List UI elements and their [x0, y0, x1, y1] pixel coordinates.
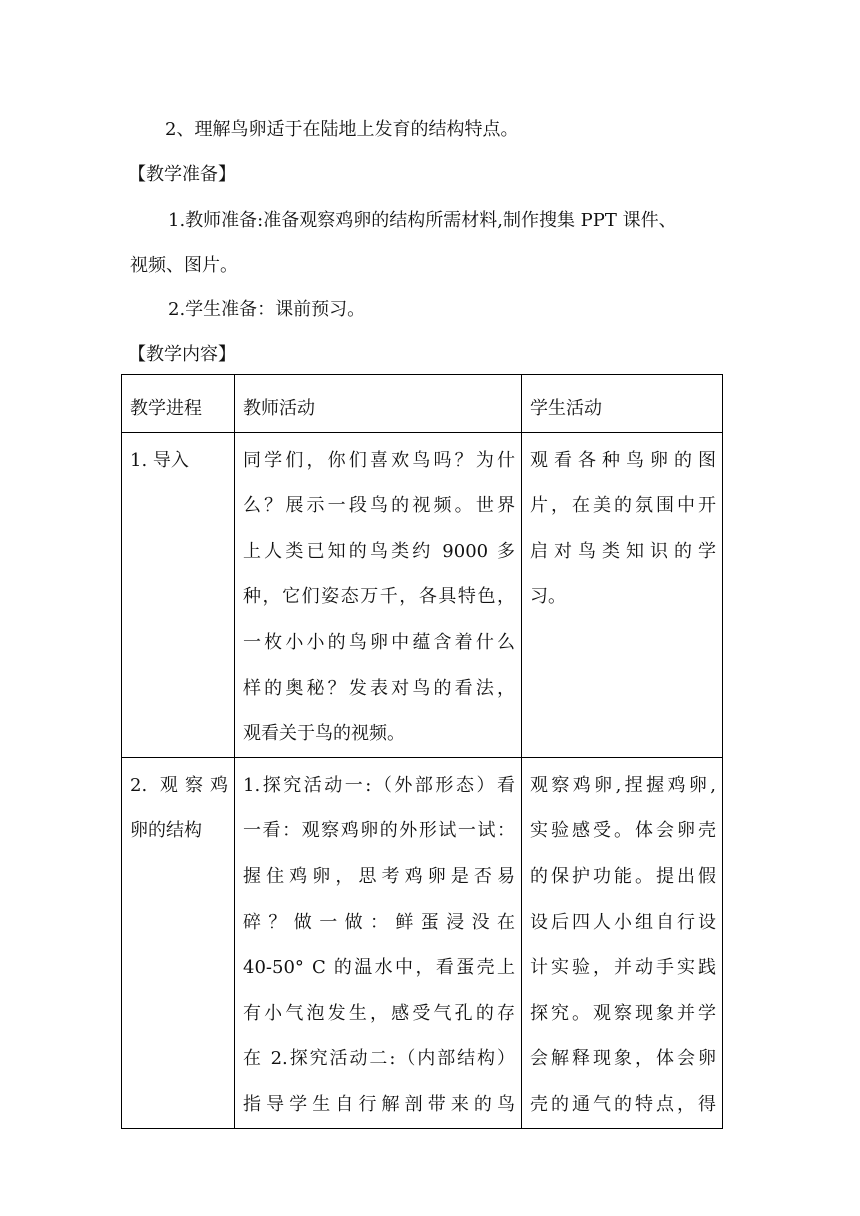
student-activity-line: 启对鸟类知识的学 — [530, 540, 716, 562]
lesson-table — [121, 374, 723, 1129]
student-activity-line: 实验感受。体会卵壳 — [530, 820, 716, 842]
student-activity-line: 探究。观察现象并学 — [530, 1002, 716, 1024]
stage-line: 2. 观察鸡 — [130, 774, 228, 796]
teacher-activity-line: 在 2.探究活动二:（内部结构） — [243, 1048, 515, 1070]
teacher-activity-line: 40-50° C 的温水中，看蛋壳上 — [243, 957, 515, 979]
header-stage: 教学进程 — [122, 375, 235, 433]
table-header-row — [122, 375, 723, 433]
stage-cell — [122, 432, 235, 757]
header-student-activity: 学生活动 — [522, 375, 723, 433]
teacher-activity-line: 1.探究活动一:（外部形态）看 — [243, 774, 515, 796]
student-activity-line: 会解释现象，体会卵 — [530, 1048, 716, 1070]
table-row — [122, 432, 723, 757]
student-preparation: 2.学生准备：课前预习。 — [168, 299, 366, 320]
teacher-activity-line: 同学们，你们喜欢鸟吗？为什 — [243, 449, 515, 471]
header-teacher-activity: 教师活动 — [235, 375, 522, 433]
teacher-activity-line: 一枚小小的鸟卵中蕴含着什么 — [243, 631, 515, 653]
teacher-preparation-line-1: 1.教师准备:准备观察鸡卵的结构所需材料,制作搜集 PPT 课件、 — [168, 210, 677, 231]
student-activity-line: 的保护功能。提出假 — [530, 865, 716, 887]
teacher-activity-line: 一看：观察鸡卵的外形试一试： — [243, 820, 515, 842]
teacher-activity-line: 么？展示一段鸟的视频。世界 — [243, 495, 515, 517]
teacher-preparation-line-2: 视频、图片。 — [130, 255, 238, 276]
teacher-activity-line: 握住鸡卵，思考鸡卵是否易 — [243, 865, 515, 887]
teacher-activity-cell — [235, 757, 522, 1128]
student-activity-line: 习。 — [530, 586, 566, 608]
student-activity-line: 观察鸡卵,捏握鸡卵, — [530, 774, 716, 796]
teacher-activity-line: 指导学生自行解剖带来的鸟 — [243, 1093, 515, 1115]
student-activity-line: 片，在美的氛围中开 — [530, 495, 716, 517]
stage-line: 卵的结构 — [130, 820, 202, 842]
stage-cell — [122, 757, 235, 1128]
teacher-activity-line: 观看关于鸟的视频。 — [243, 723, 405, 745]
student-activity-line: 观看各种鸟卵的图 — [530, 449, 716, 471]
table-row — [122, 757, 723, 1128]
stage-line: 1. 导入 — [130, 449, 189, 471]
teacher-activity-cell — [235, 432, 522, 757]
preparation-heading: 【教学准备】 — [128, 164, 236, 185]
teacher-activity-line: 碎？做一做：鲜蛋浸没在 — [243, 911, 515, 933]
teacher-activity-line: 上人类已知的鸟类约 9000 多 — [243, 540, 515, 562]
teacher-activity-line: 有小气泡发生，感受气孔的存 — [243, 1002, 515, 1024]
student-activity-line: 设后四人小组自行设 — [530, 911, 716, 933]
student-activity-line: 壳的通气的特点，得 — [530, 1093, 716, 1115]
teacher-activity-line: 样的奥秘？发表对鸟的看法， — [243, 677, 515, 699]
student-activity-cell — [522, 757, 723, 1128]
content-heading: 【教学内容】 — [128, 344, 236, 365]
teacher-activity-line: 种，它们姿态万千，各具特色， — [243, 586, 515, 608]
objective-text: 2、理解鸟卵适于在陆地上发育的结构特点。 — [165, 119, 519, 140]
student-activity-cell — [522, 432, 723, 757]
student-activity-line: 计实验，并动手实践 — [530, 957, 716, 979]
